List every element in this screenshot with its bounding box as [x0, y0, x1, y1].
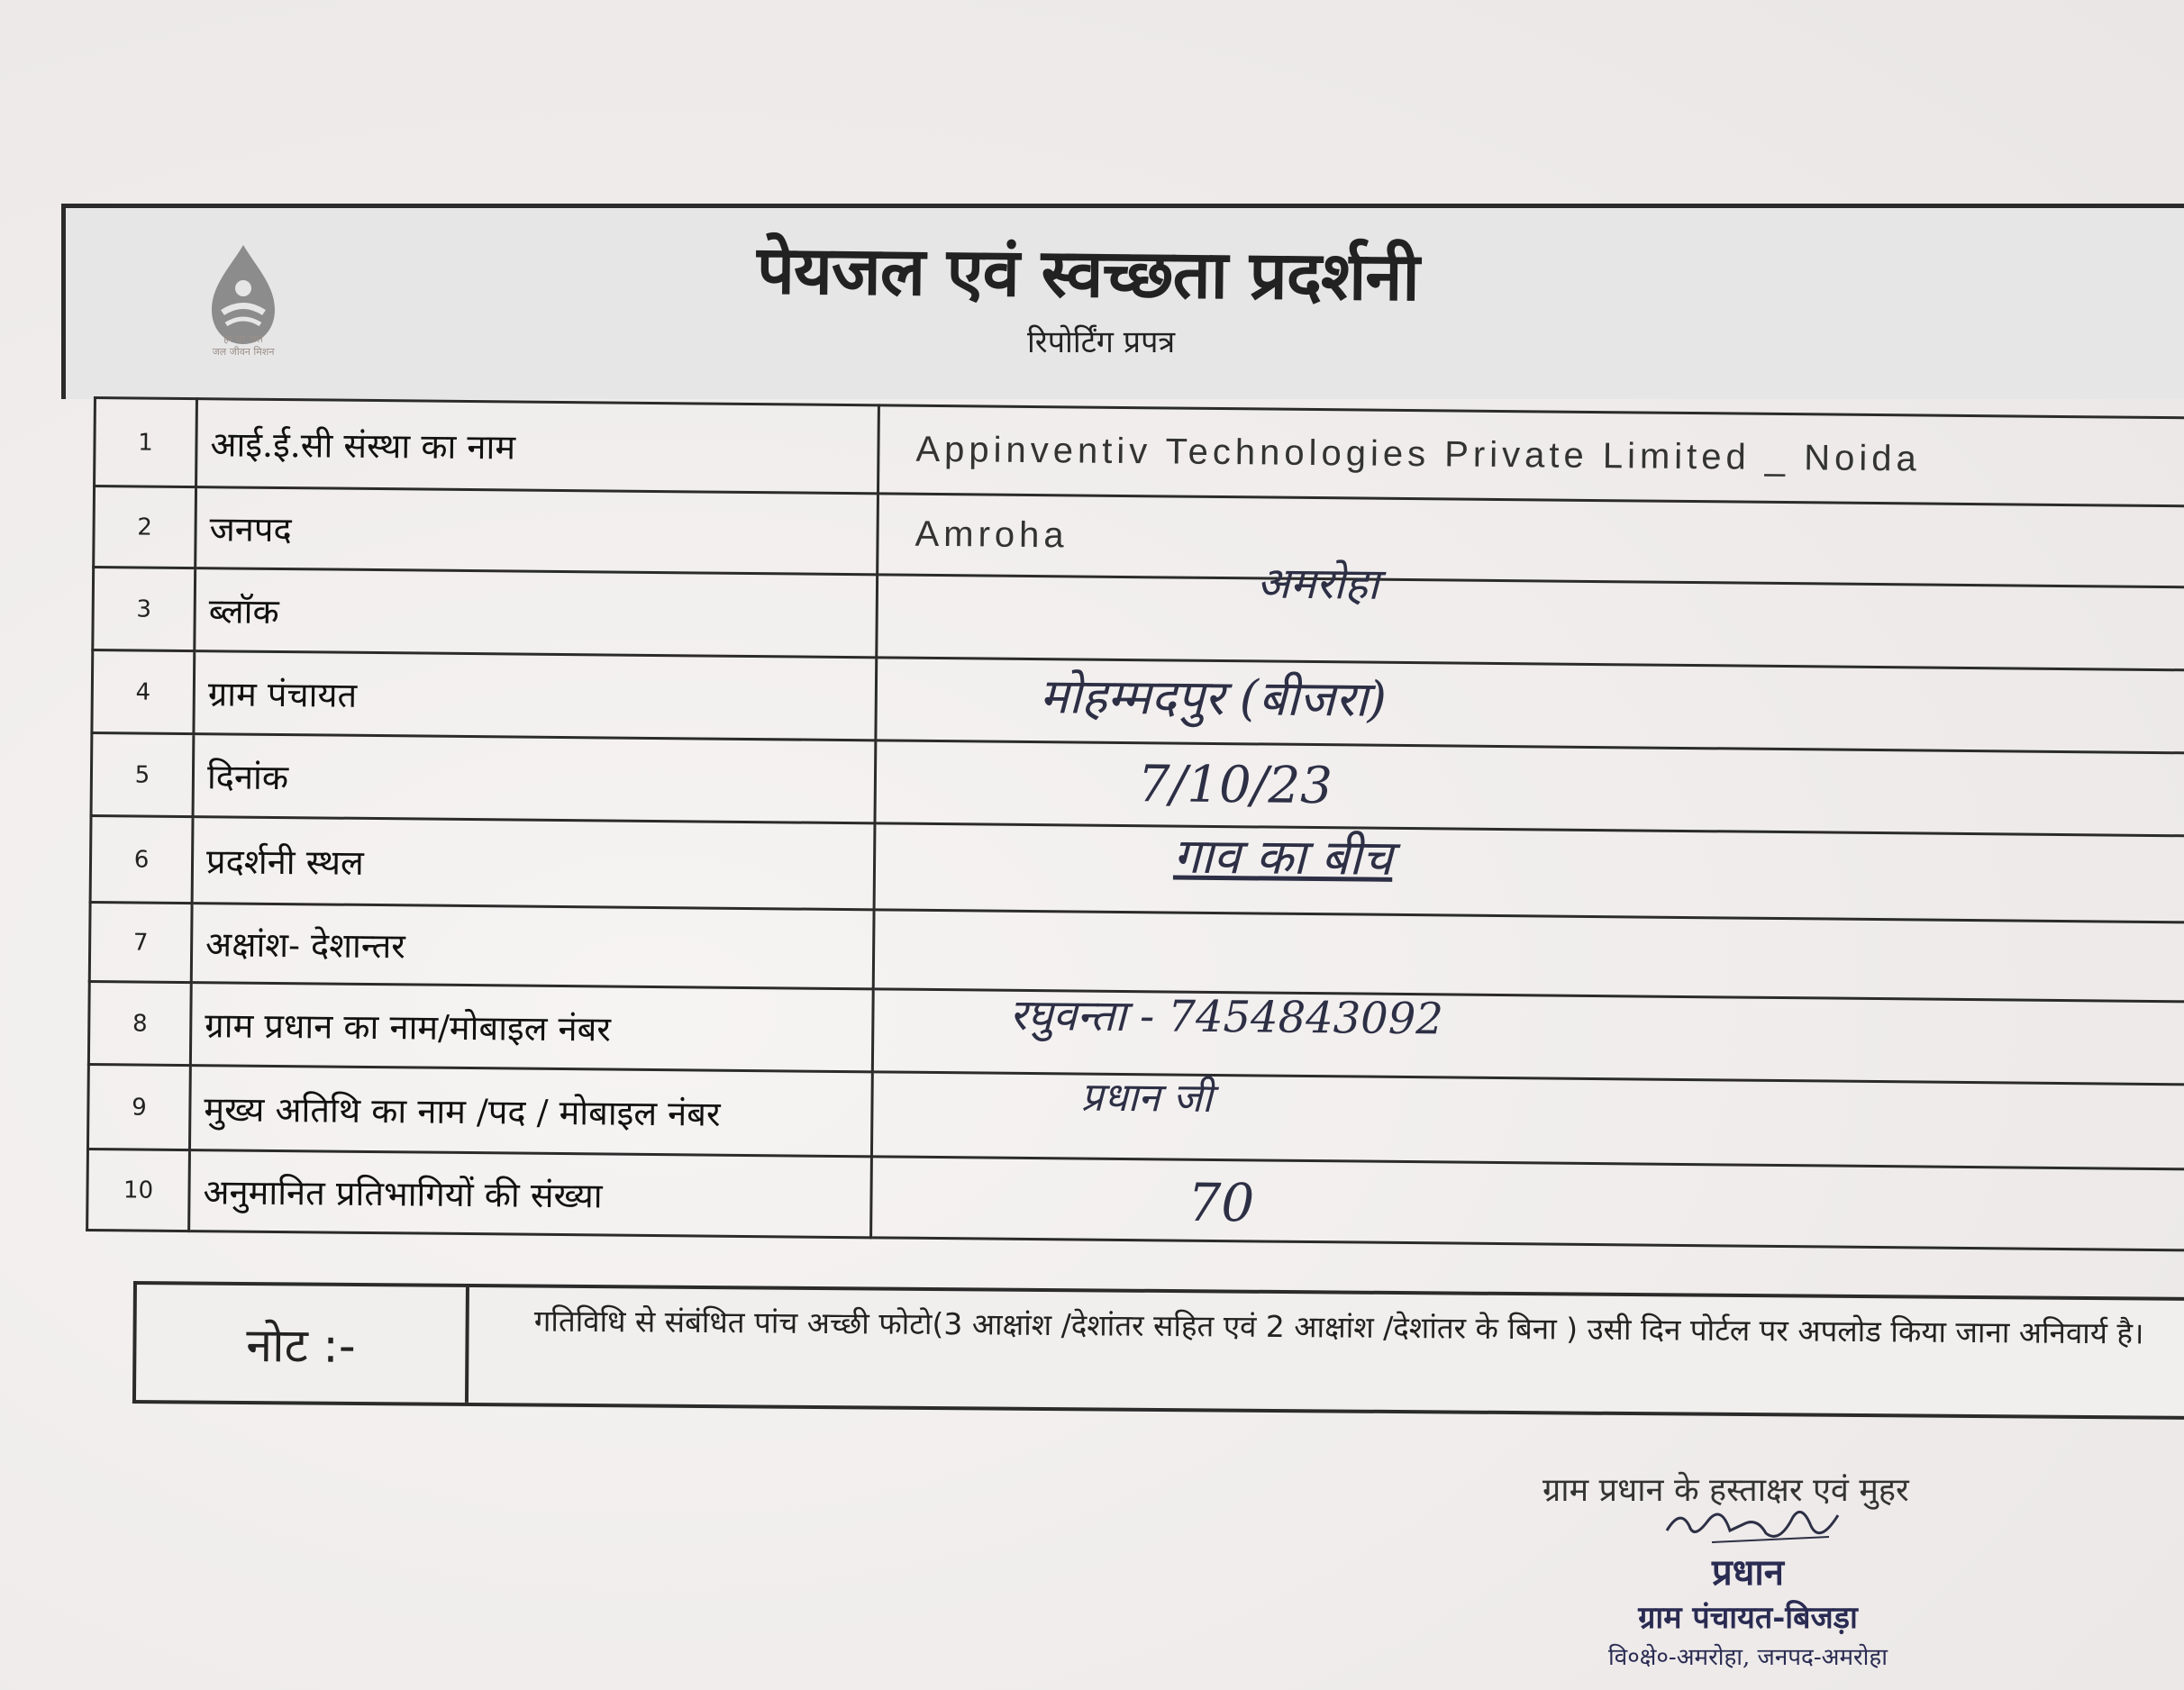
organisation-name: Appinventiv Technologies Private Limited _ Noida [915, 429, 1921, 479]
date-value: 7/10/23 [1137, 755, 1333, 816]
pradhan-name-mobile-value: रघुवन्ता - 7454843092 [1009, 989, 1444, 1045]
handwritten-signature [1658, 1499, 1856, 1553]
row-number: 6 [90, 815, 193, 903]
field-value [877, 558, 2184, 670]
block-value: अमरोहा [1256, 558, 1379, 610]
field-label: जनपद [196, 487, 878, 575]
row-number: 3 [93, 568, 196, 651]
field-value [878, 405, 2184, 506]
field-label: ग्राम प्रधान का नाम/मोबाइल नंबर [190, 983, 873, 1072]
pradhan-stamp [1568, 1549, 1928, 1676]
participants-count-value: 70 [1188, 1171, 1255, 1234]
field-label: ग्राम पंचायत [194, 651, 877, 741]
row-number: 7 [89, 902, 192, 982]
field-value [871, 1072, 2184, 1169]
page-title: पेयजल एवं स्वच्छता प्रदर्शनी [756, 232, 1420, 316]
page-subtitle: रिपोर्टिंग प्रपत्र [1027, 324, 1176, 360]
field-value [875, 741, 2184, 836]
field-value [871, 1157, 2184, 1250]
row-number: 9 [87, 1064, 190, 1149]
chief-guest-value: प्रधान जी [1080, 1074, 1213, 1122]
district-value: Amroha [915, 513, 1069, 556]
stamp-district: वि०क्षे०-अमरोहा, जनपद-अमरोहा [1608, 1644, 1888, 1671]
stamp-panchayat: ग्राम पंचायत-बिजड़ा [1638, 1600, 1858, 1636]
logo-caption: हर घर जल जल जीवन मिशन [212, 333, 275, 358]
row-number: 5 [91, 732, 194, 816]
field-value [872, 989, 2184, 1085]
row-number: 1 [95, 398, 197, 487]
venue-value: गाव का बीच [1172, 827, 1393, 886]
stamp-title: प्रधान [1712, 1551, 1784, 1594]
field-label: ब्लॉक [195, 568, 878, 658]
row-number: 8 [88, 981, 191, 1065]
field-label: आई.ई.सी संस्था का नाम [196, 399, 879, 494]
row-number: 2 [94, 486, 196, 568]
field-label: अनुमानित प्रतिभागियों की संख्या [189, 1150, 872, 1238]
field-label: अक्षांश- देशान्तर [191, 904, 874, 989]
field-label: प्रदर्शनी स्थल [192, 817, 875, 910]
row-number: 10 [87, 1149, 190, 1231]
field-label: दिनांक [193, 734, 876, 823]
row-number: 4 [92, 650, 195, 734]
note-label: नोट :- [136, 1285, 469, 1403]
field-value [878, 494, 2184, 587]
field-value [876, 658, 2184, 753]
note-box [132, 1281, 2184, 1420]
signature-caption: ग्राम प्रधान के हस्ताक्षर एवं मुहर [1542, 1472, 1909, 1509]
field-value [874, 823, 2184, 922]
report-form-table [86, 396, 2184, 1251]
field-label: मुख्य अतिथि का नाम /पद / मोबाइल नंबर [189, 1066, 872, 1157]
note-text: गतिविधि से संबंधित पांच अच्छी फोटो(3 आक्षांश /देशांतर सहित एवं 2 आक्षांश /देशांतर के बिना ) उसी दिन पोर्टल पर अपलोड किया जाना अनिवार्य है। [533, 1303, 2144, 1351]
gram-panchayat-value: मोहम्मदपुर (बीजरा) [1039, 668, 1388, 728]
